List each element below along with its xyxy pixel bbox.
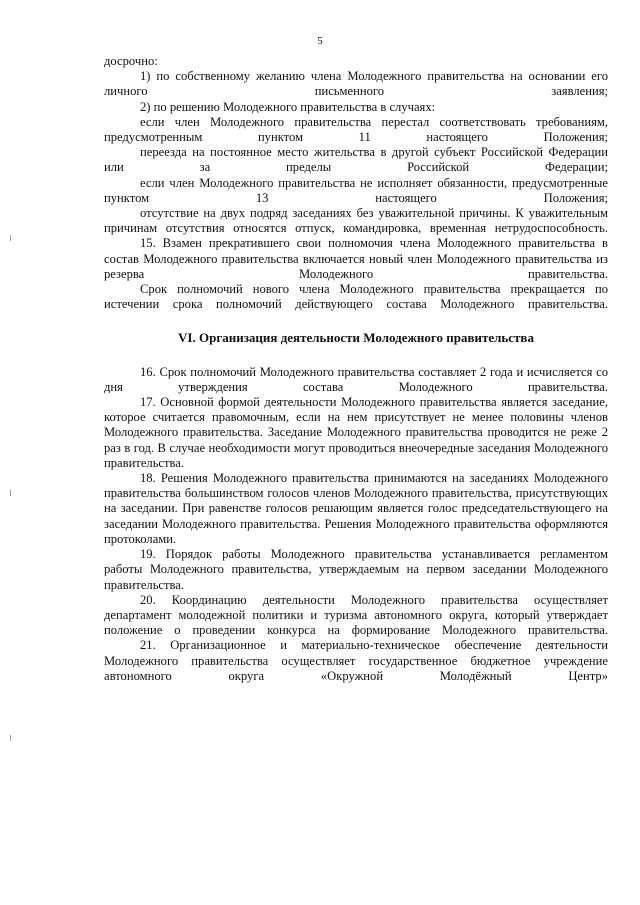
paragraph-15: 15. Взамен прекратившего свои полномочия члена Молодежного правительства в состав Молодежного правительства включается новый член Молодежного правительства из резерва Молодежного правительства.: [104, 236, 608, 281]
page-number: 5: [317, 35, 323, 47]
paragraph-18: 18. Решения Молодежного правительства принимаются на заседаниях Молодежного правительства большинством голосов членов Молодежного правительства, присутствующих на заседании. При равенстве голосов решающим является голос председательствующего на заседании Молодежного правительства. Решения Молодежного правительства оформляются протоколами.: [104, 471, 608, 546]
paragraph-21: 21. Организационное и материально-техническое обеспечение деятельности Молодежного правительства осуществляет государственное бюджетное учреждение автономного округа «Окружной Молодёжный Центр»: [104, 638, 608, 683]
paragraph-17: 17. Основной формой деятельности Молодежного правительства является заседание, которое считается правомочным, если на нем присутствует не менее половины членов Молодежного правительства. Заседание Молодежного правительства проводится не реже 2 раз в год. В случае необходимости могут проводиться внеочередные заседания Молодежного правительства.: [104, 395, 608, 470]
document-body: [104, 54, 608, 684]
paragraph-item-2: 2) по решению Молодежного правительства в случаях:: [140, 99, 436, 114]
margin-mark: [10, 735, 11, 741]
paragraph-case-duties: если член Молодежного правительства не исполняет обязанности, предусмотренные пунктом 13 настоящего Положения;: [104, 175, 608, 205]
paragraph-20: 20. Координацию деятельности Молодежного правительства осуществляет департамент молодежной политики и туризма автономного округа, который утверждает положение о проведении конкурса на формирование Молодежного правительства.: [104, 592, 608, 638]
margin-mark: [10, 235, 11, 241]
margin-mark: [10, 490, 11, 496]
paragraph-19: 19. Порядок работы Молодежного правительства устанавливается регламентом работы Молодежного правительства, утверждаемым на первом заседании Молодежного правительства.: [104, 547, 608, 592]
paragraph-new-member-term: Срок полномочий нового члена Молодежного правительства прекращается по истечении срока полномочий действующего состава Молодежного правительства.: [104, 282, 608, 312]
paragraph-case-absence: отсутствие на двух подряд заседаниях без уважительной причины. К уважительным причинам отсутствия относятся отпуск, командировка, временная нетрудоспособность.: [104, 206, 608, 236]
paragraph-case-relocation: переезда на постоянное место жительства в другой субъект Российской Федерации или за пределы Российской Федерации;: [104, 145, 608, 175]
paragraph-16: 16. Срок полномочий Молодежного правительства составляет 2 года и исчисляется со дня утверждения состава Молодежного правительства.: [104, 364, 608, 394]
paragraph-early-termination: досрочно:: [104, 54, 158, 68]
paragraph-case-requirements: если член Молодежного правительства перестал соответствовать требованиям, предусмотренным пунктом 11 настоящего Положения;: [104, 114, 608, 145]
paragraph-item-1: 1) по собственному желанию члена Молодежного правительства на основании его личного письменного заявления;: [104, 69, 608, 99]
section-heading: VI. Организация деятельности Молодежного правительства: [178, 330, 534, 346]
